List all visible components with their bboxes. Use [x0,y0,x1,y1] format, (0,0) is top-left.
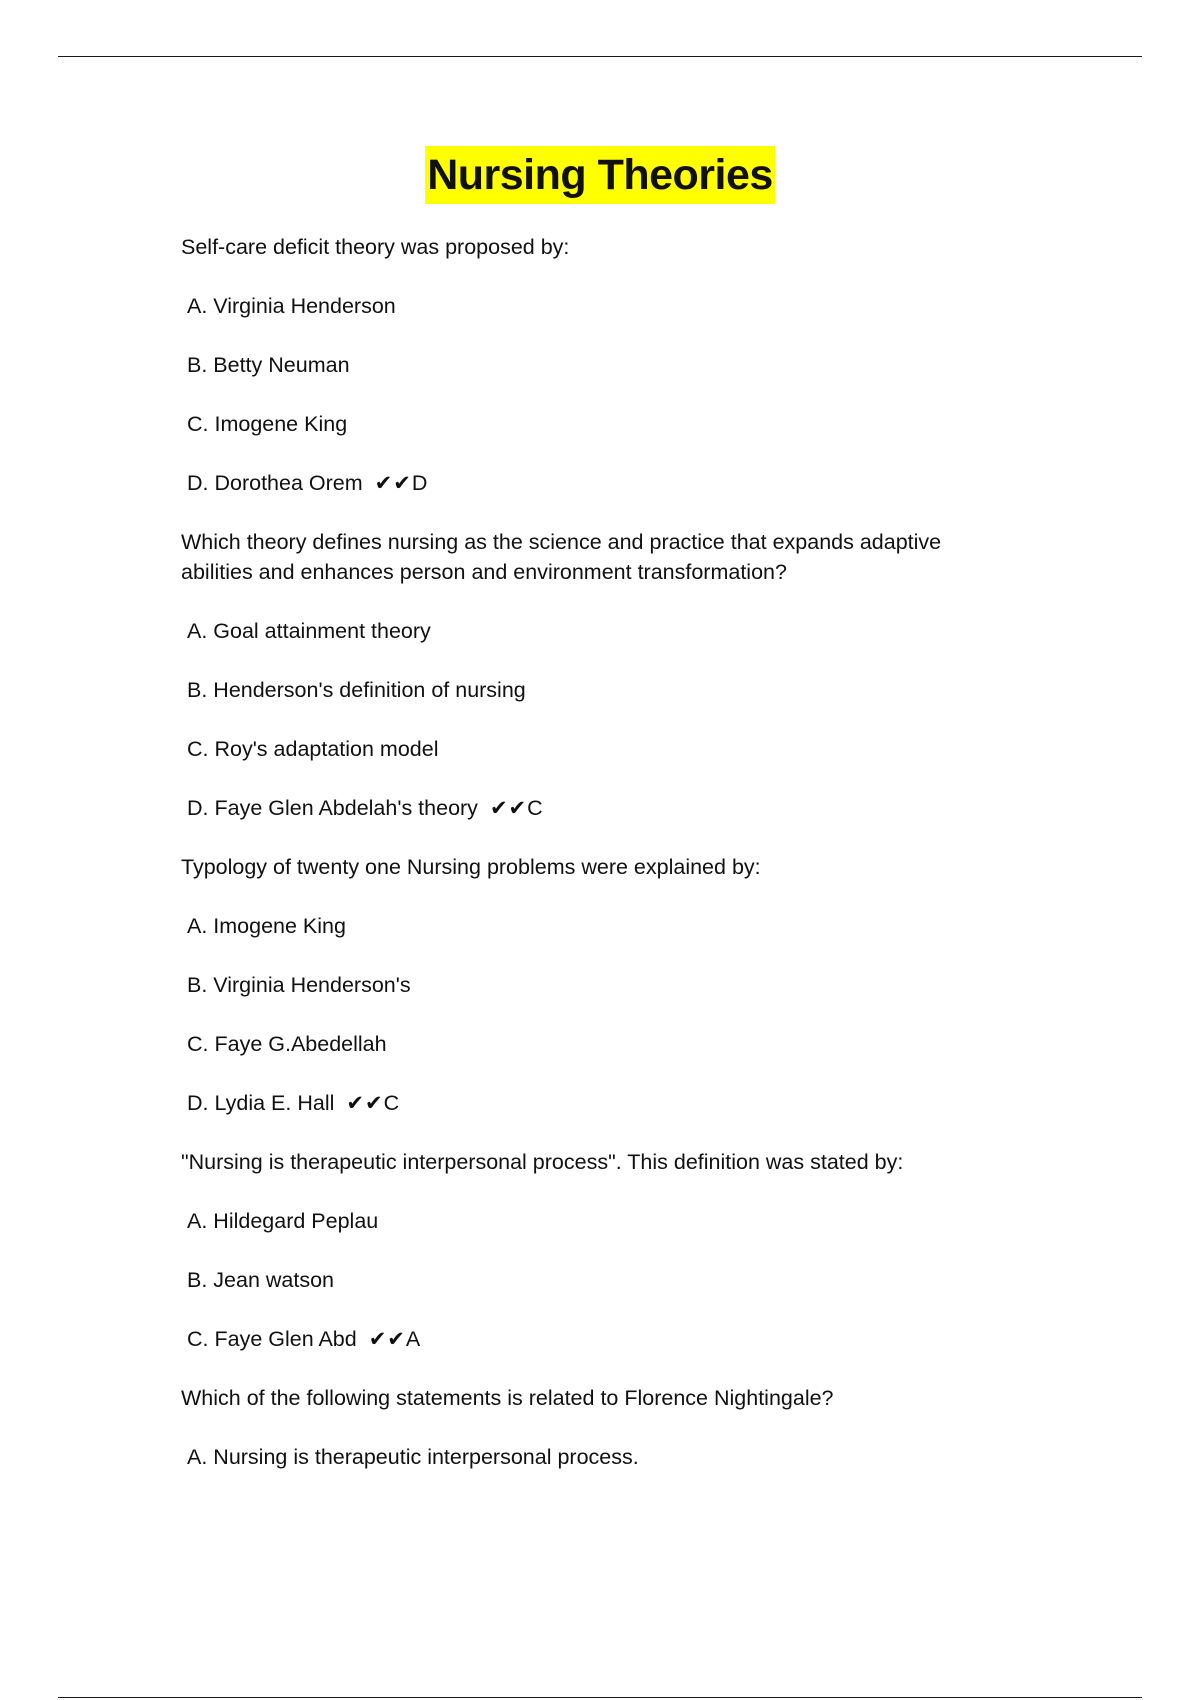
option-text: C. Imogene King [187,412,348,436]
answer-option [187,291,1001,321]
answer-option [187,1206,1001,1236]
correct-answer-letter: C [383,1091,400,1115]
option-text: D. Faye Glen Abdelah's theory [187,796,478,820]
answer-option [187,675,1001,705]
correct-answer-letter: C [527,796,543,820]
answer-option [187,616,1001,646]
double-check-icon: ✔✔ [489,796,528,820]
answer-option [187,970,1001,1000]
answer-option [187,1265,1001,1295]
double-check-icon: ✔✔ [368,1327,406,1351]
option-text: B. Virginia Henderson's [187,973,411,997]
question-prompt: Which theory defines nursing as the science and practice that expands adaptive abilities and enhances person and environment transformation? [181,530,942,584]
answer-option [187,409,1001,439]
question-prompt: "Nursing is therapeutic interpersonal process". This definition was stated by: [181,1150,904,1174]
answer-option [187,1029,1001,1059]
option-text: A. Goal attainment theory [187,619,431,643]
option-text: A. Hildegard Peplau [187,1209,379,1233]
top-rule [58,56,1142,57]
question-prompt: Self-care deficit theory was proposed by: [181,235,570,259]
option-text: C. Faye G.Abedellah [187,1032,387,1056]
correct-answer-letter: D [411,471,428,495]
option-text: D. Dorothea Orem [187,471,363,495]
page-title: Nursing Theories [425,146,775,204]
question-list [181,232,1001,1501]
option-text: A. Imogene King [187,914,346,938]
title-container [0,146,1200,204]
option-text: B. Betty Neuman [187,353,350,377]
answer-option [187,1324,1001,1354]
option-text: B. Jean watson [187,1268,335,1292]
option-text: A. Nursing is therapeutic interpersonal process. [187,1445,639,1469]
correct-answer-letter: A [405,1327,421,1351]
bottom-rule [58,1697,1142,1698]
option-text: C. Roy's adaptation model [187,737,439,761]
answer-option [187,1088,1001,1118]
double-check-icon: ✔✔ [346,1091,384,1115]
answer-option [187,793,1001,823]
answer-option [187,1442,1001,1472]
answer-option [187,911,1001,941]
question-prompt: Typology of twenty one Nursing problems were explained by: [181,855,761,879]
option-text: A. Virginia Henderson [187,294,396,318]
answer-option [187,734,1001,764]
question-prompt: Which of the following statements is related to Florence Nightingale? [181,1386,834,1410]
option-text: C. Faye Glen Abd [187,1327,357,1351]
option-text: B. Henderson's definition of nursing [187,678,526,702]
double-check-icon: ✔✔ [374,471,412,495]
answer-option [187,468,1001,498]
option-text: D. Lydia E. Hall [187,1091,335,1115]
answer-option [187,350,1001,380]
